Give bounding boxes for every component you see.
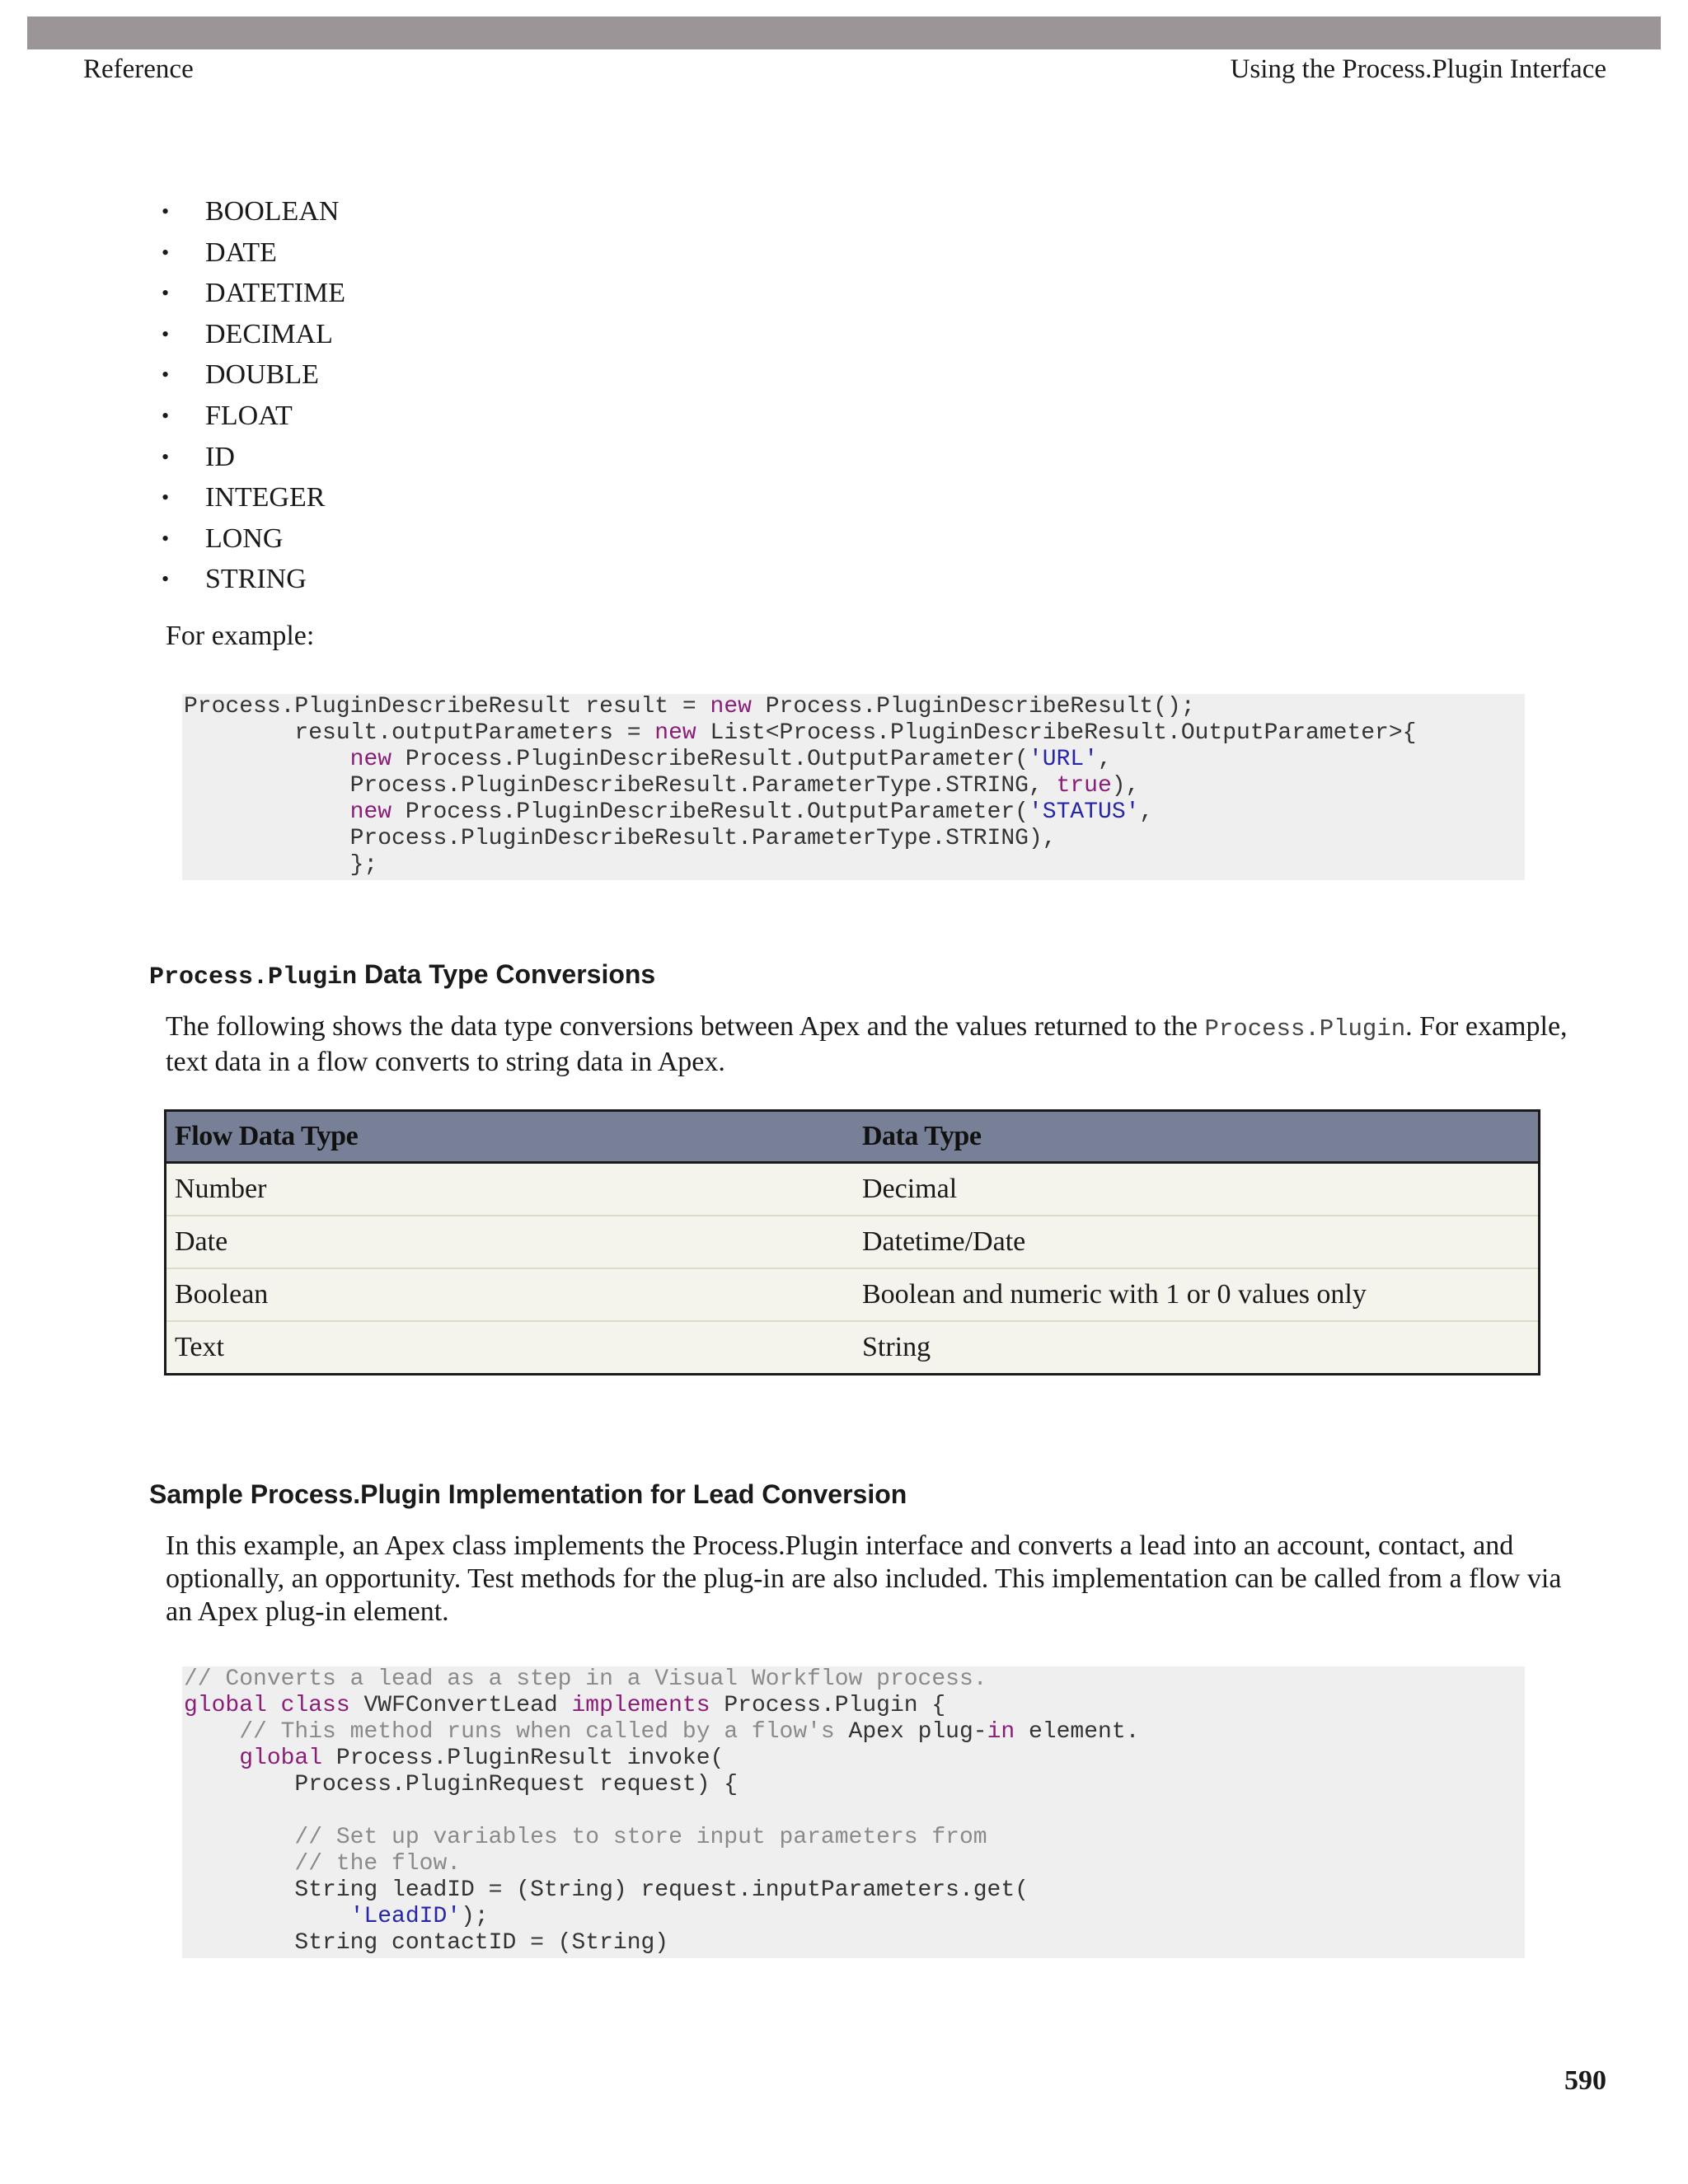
code-line: Process.PluginDescribeResult result = new Process.PluginDescribeResult(); [184, 694, 1195, 719]
list-item: • STRING [162, 559, 345, 600]
table-row [166, 1321, 1540, 1375]
code-line: // Set up variables to store input parameters from [294, 1825, 987, 1850]
code-line: Process.PluginDescribeResult.ParameterType.STRING, true), [184, 773, 1140, 799]
table-cell: Datetime/Date [854, 1216, 1540, 1268]
table-row [166, 1268, 1540, 1321]
code-line: new Process.PluginDescribeResult.OutputParameter('STATUS', [349, 799, 1154, 825]
code-line: // Converts a lead as a step in a Visual Workflow process. [184, 1666, 987, 1692]
code-line: }; [184, 852, 378, 878]
code-sample-describe-result [182, 694, 1525, 880]
list-item: • FLOAT [162, 396, 345, 437]
code-line: // the flow. [294, 1851, 462, 1877]
code-line: global Process.PluginResult invoke( [239, 1746, 724, 1771]
header-bar [27, 16, 1661, 49]
code-line: global class VWFConvertLead implements Process.Plugin { [184, 1693, 946, 1718]
list-item: • LONG [162, 518, 345, 560]
code-line: // This method runs when called by a flow's Apex plug-in element. [239, 1719, 1140, 1745]
table-cell: Boolean [166, 1268, 855, 1321]
code-line: new Process.PluginDescribeResult.OutputParameter('URL', [349, 747, 1112, 772]
list-item: • DOUBLE [162, 354, 345, 396]
section-heading-sample-implementation: Sample Process.Plugin Implementation for Lead Conversion [149, 1479, 907, 1509]
code-line: String leadID = (String) request.inputParameters.get( [184, 1877, 1029, 1903]
table-cell: Boolean and numeric with 1 or 0 values only [854, 1268, 1540, 1321]
sample-implementation-paragraph: In this example, an Apex class implements the Process.Plugin interface and converts a lead into an account, contact, and optionally, an opportunity. Test methods for the plug-in are also included. This implementation can be called from a flow via an Apex plug-in element. [166, 1530, 1562, 1627]
list-item: • BOOLEAN [162, 191, 345, 232]
section-heading-data-type-conversions: Process.Plugin Data Type Conversions [149, 959, 656, 991]
column-header: Data Type [854, 1111, 1540, 1163]
page-number: 590 [1564, 2065, 1606, 2096]
table-header-row [166, 1111, 1540, 1163]
code-line: Process.PluginDescribeResult.ParameterType.STRING), [184, 826, 1057, 851]
code-line: Process.PluginRequest request) { [184, 1772, 738, 1797]
table-row [166, 1216, 1540, 1268]
table-cell: Decimal [854, 1163, 1540, 1216]
list-item: • DATETIME [162, 273, 345, 314]
table-cell: String [854, 1321, 1540, 1375]
code-line [184, 1798, 1525, 1825]
table-cell: Text [166, 1321, 855, 1375]
parameter-type-list [162, 191, 345, 600]
data-type-conversion-table [164, 1109, 1540, 1376]
code-line: result.outputParameters = new List<Process.PluginDescribeResult.OutputParameter>{ [184, 720, 1417, 746]
code-line: String contactID = (String) [184, 1930, 669, 1956]
column-header: Flow Data Type [166, 1111, 855, 1163]
running-header-left: Reference [83, 54, 194, 84]
conversions-paragraph: The following shows the data type conversions between Apex and the values returned to the Process.Plugin. For example, text data in a flow converts to string data in Apex. [166, 1011, 1568, 1077]
for-example-text: For example: [166, 621, 315, 651]
running-header-right: Using the Process.Plugin Interface [1230, 54, 1606, 84]
code-line: 'LeadID'); [349, 1904, 489, 1929]
table-cell: Date [166, 1216, 855, 1268]
list-item: • ID [162, 437, 345, 478]
list-item: • INTEGER [162, 477, 345, 518]
list-item: • DECIMAL [162, 314, 345, 355]
code-sample-convert-lead [182, 1666, 1525, 1958]
table-row [166, 1163, 1540, 1216]
list-item: • DATE [162, 232, 345, 274]
table-cell: Number [166, 1163, 855, 1216]
